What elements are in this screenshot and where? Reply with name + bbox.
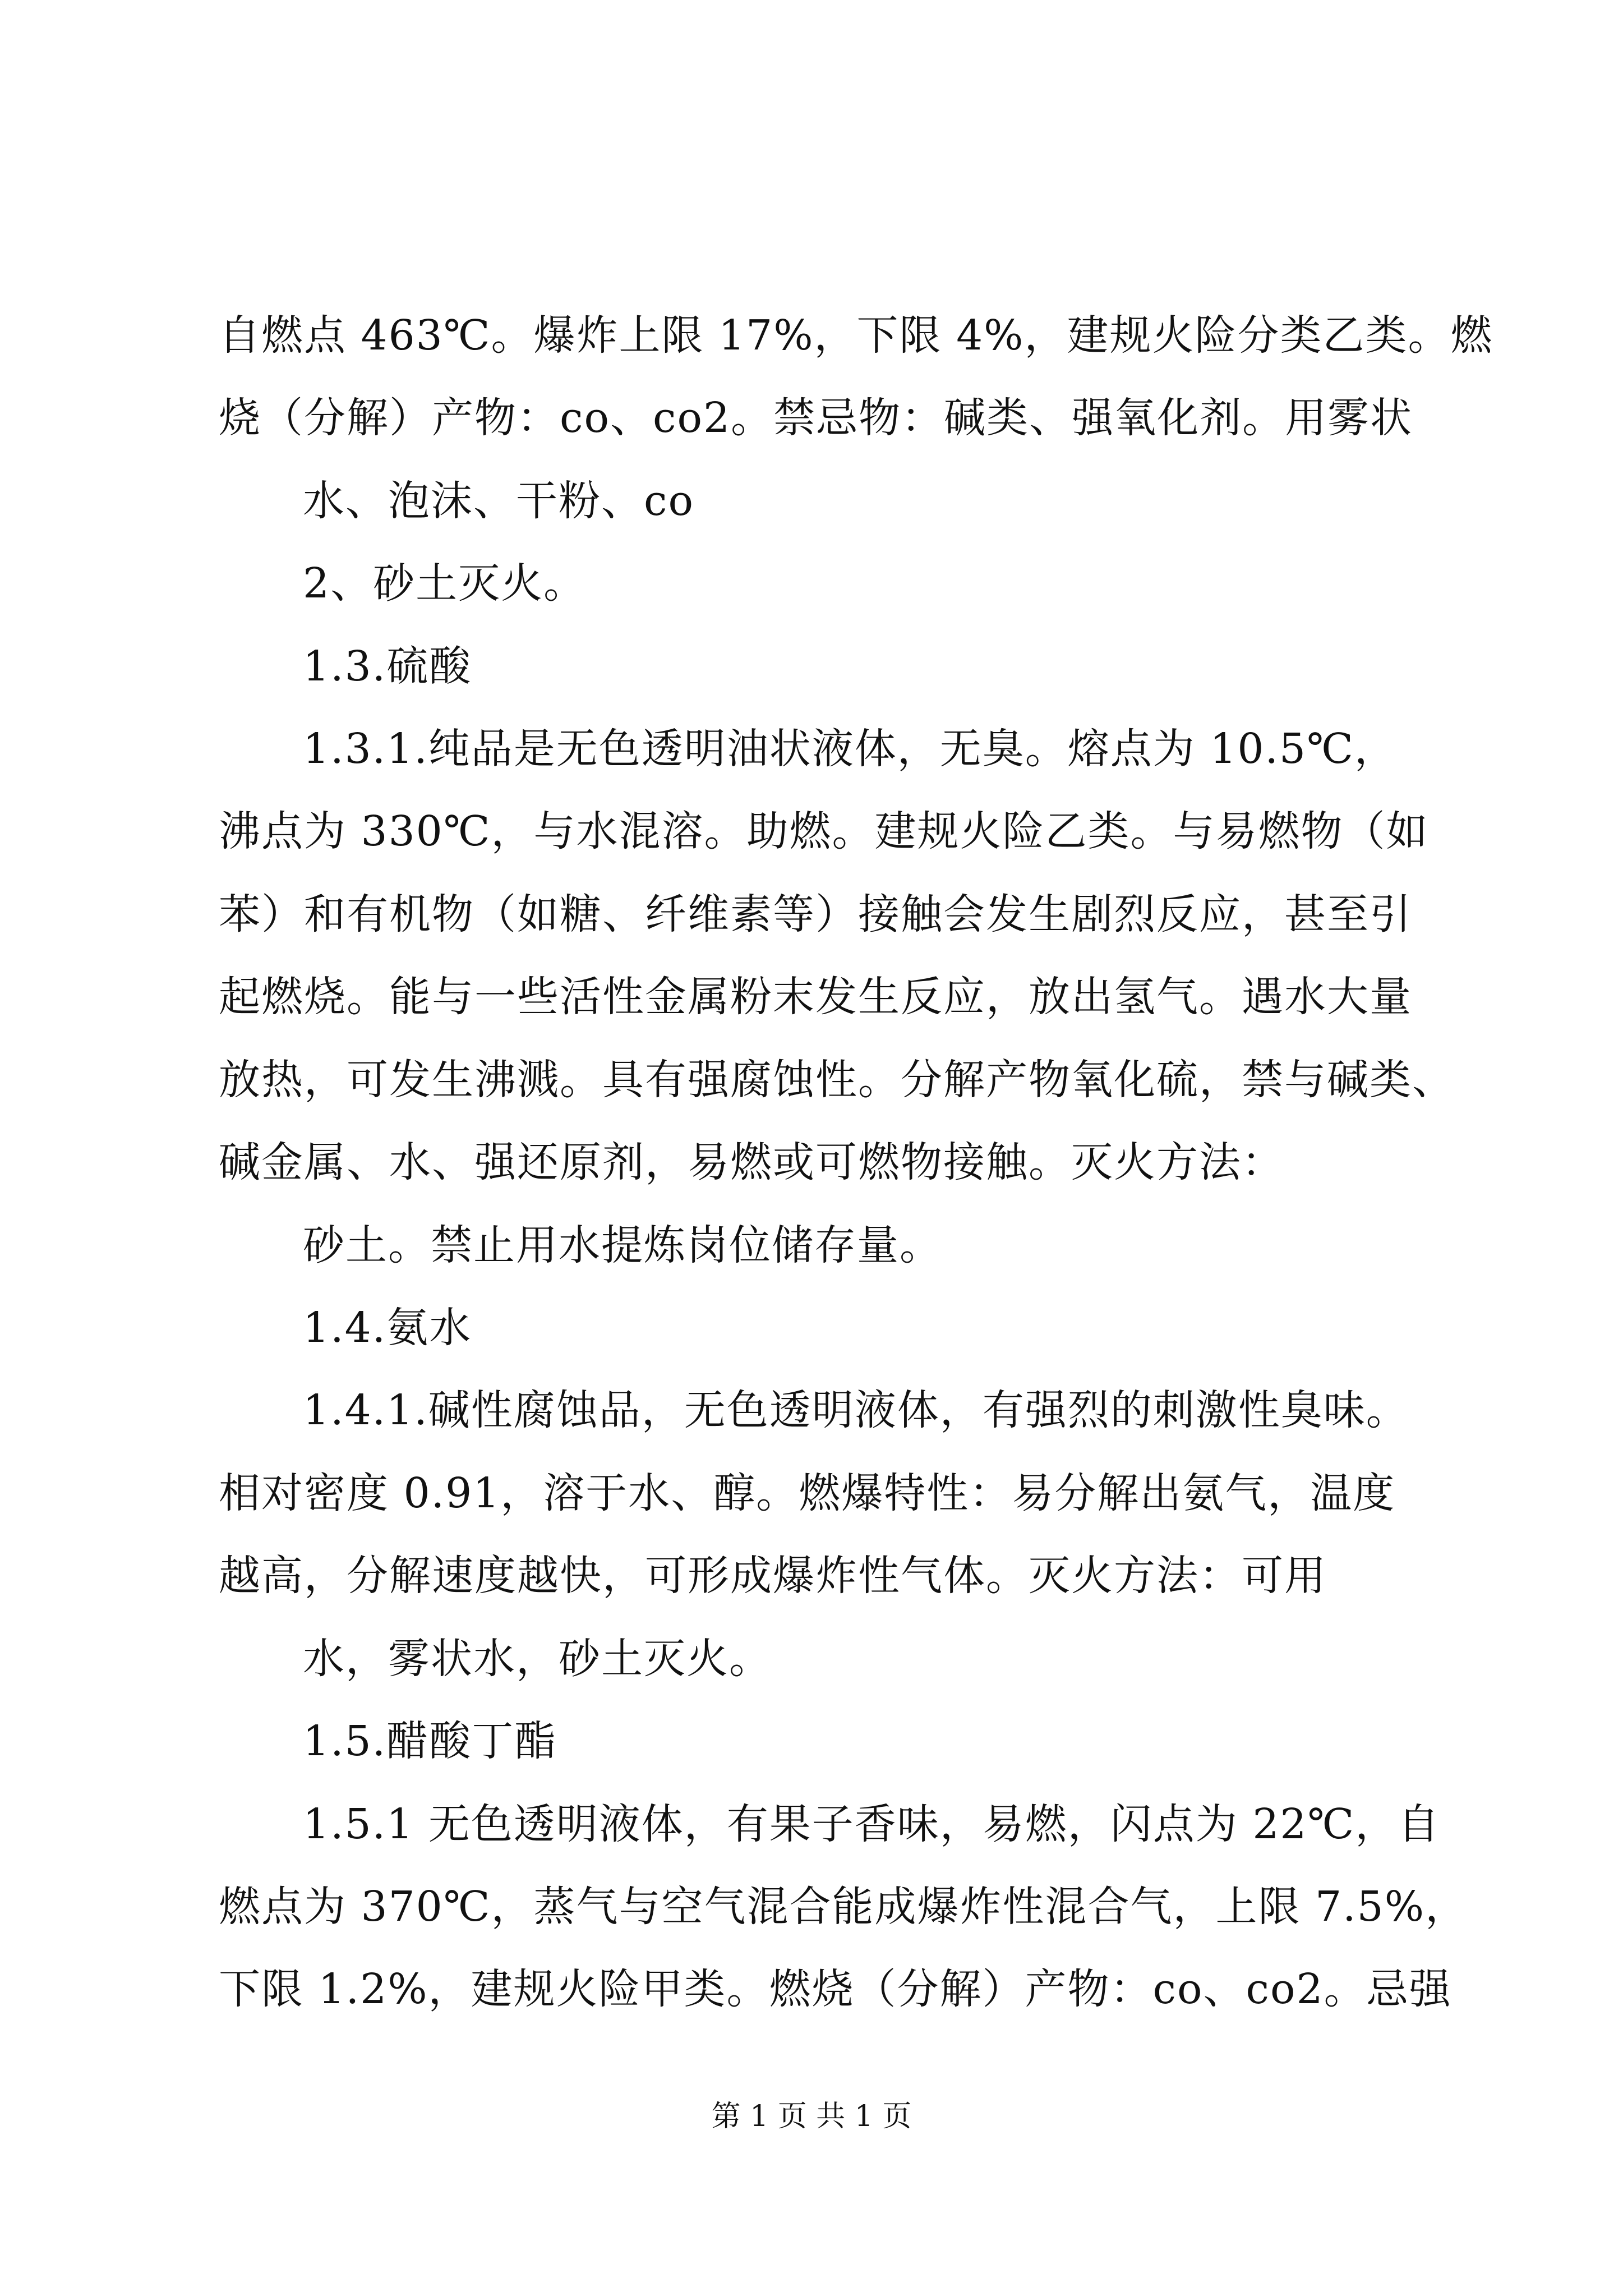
page-number-footer: 第 1 页 共 1 页 [711,2100,912,2133]
text-line: 碱金属、水、强还原剂，易燃或可燃物接触。灭火方法： [219,1138,1284,1186]
section-heading: 1.4.氨水 [303,1304,472,1352]
text-line: 1.5.1 无色透明液体，有果子香味，易燃，闪点为 22℃，自 [303,1800,1441,1848]
section-heading: 1.3.硫酸 [303,642,472,691]
text-line: 燃点为 370℃，蒸气与空气混合能成爆炸性混合气，上限 7.5%， [219,1883,1468,1931]
text-line: 水，雾状水，砂土灭火。 [303,1635,772,1683]
text-line: 苯）和有机物（如糖、纤维素等）接触会发生剧烈反应，甚至引 [219,890,1412,938]
text-line: 起燃烧。能与一些活性金属粉末发生反应，放出氢气。遇水大量 [219,973,1412,1021]
text-line: 烧（分解）产物：co、co2。禁忌物：碱类、强氧化剂。用雾状 [219,394,1413,442]
section-heading: 1.5.醋酸丁酯 [303,1717,557,1765]
text-line: 1.4.1.碱性腐蚀品，无色透明液体，有强烈的刺激性臭味。 [303,1386,1409,1434]
text-line: 2、砂土灭火。 [303,559,587,608]
text-line: 沸点为 330℃，与水混溶。助燃。建规火险乙类。与易燃物（如 [219,807,1429,855]
text-line: 相对密度 0.91，溶于水、醇。燃爆特性：易分解出氨气，温度 [219,1469,1396,1517]
text-line: 自燃点 463℃。爆炸上限 17%，下限 4%，建规火险分类乙类。燃 [219,311,1493,360]
text-line: 放热，可发生沸溅。具有强腐蚀性。分解产物氧化硫，禁与碱类、 [219,1056,1455,1104]
text-line: 越高，分解速度越快，可形成爆炸性气体。灭火方法：可用 [219,1552,1327,1600]
text-line: 下限 1.2%，建规火险甲类。燃烧（分解）产物：co、co2。忌强 [219,1965,1452,2013]
text-line: 1.3.1.纯品是无色透明油状液体，无臭。熔点为 10.5℃， [303,725,1397,773]
text-line: 砂土。禁止用水提炼岗位储存量。 [303,1221,942,1269]
text-line: 水、泡沫、干粉、co [303,477,694,525]
